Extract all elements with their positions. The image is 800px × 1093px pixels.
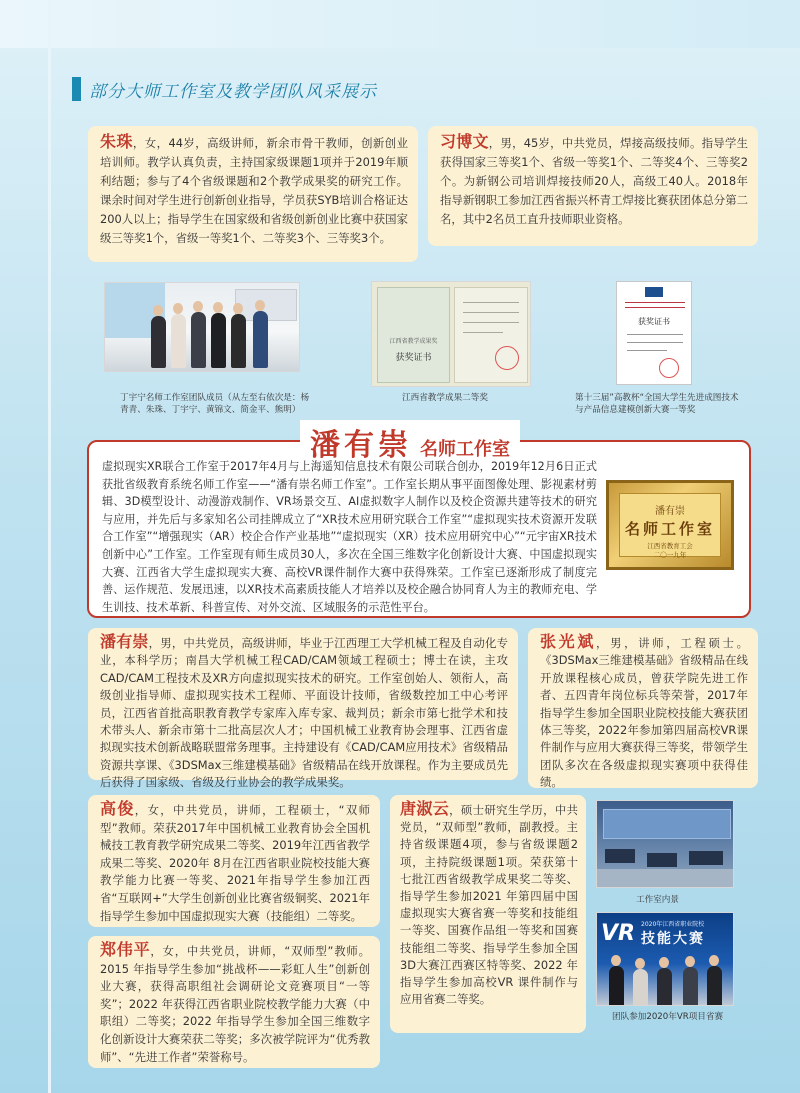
person-head [213,302,223,313]
bio-zhuzhu: ，女，44岁，高级讲师，新余市骨干教师，创新创业培训师。教学认真负责，主持国家级课题1项并于2019年顺利结题；参与了4个省级课题和2个教学成果奖的研究工作。课余时间对学生进行创新创业指导，学员获SYB培训合格证达200人以上；指导学生在国家级和省级创新创业比赛中获国家级三等奖1个，省级一等奖1个、二等奖3个、三等奖3个。 [100,136,408,245]
vr-competition-photo [596,912,734,1006]
plaque-line3: 江西省教育工会 二〇一九年 [647,542,693,559]
certificate-line [627,334,683,335]
person-head [685,956,695,967]
vr-competition-caption: 团队参加2020年VR项目省赛 [612,1012,724,1022]
studio-title-suffix: 名师工作室 [420,439,510,460]
name-zhuzhu: 朱珠 [100,132,133,151]
card-zhuzhu [88,126,418,262]
certificate-org: 江西省教学成果奖 [389,338,438,345]
person-figure [633,969,648,1006]
card-zhangguangbin [528,628,758,788]
section-header [72,76,377,102]
plaque-line2: 名师工作室 [624,520,715,538]
studio-interior-caption: 工作室内景 [636,895,679,905]
certificate-logo [645,287,663,297]
bio-gaojun: ，女，中共党员，讲师，工程硕士，“双师型”教师。荣获2017年中国机械工业教育协会全国机械技工教育教学研究成果二等奖、2019年江西省教学成果二等奖、2020年 8月在江西省职业院校技能大赛教学能力比赛一等奖、2021年指导学生参加江西省“互联网+”大学生创新创业比赛省级铜奖、2021年指导学生参加中国虚拟现实大赛（技能组）二等奖。 [100,803,370,923]
certificate-teaching-award [371,281,531,387]
photo-desk [605,849,635,863]
certificate-heading: 获奖证书 [395,353,432,363]
vr-banner-big: 技能大赛 [641,931,705,947]
name-gaojun: 高俊 [100,799,135,818]
certificate-seal [659,358,679,378]
certificate-competition [616,281,692,385]
person-head [709,955,719,966]
plaque-inner [619,493,721,557]
card-tangshuyun [390,795,586,1033]
person-head [659,957,669,968]
certificate-line [463,322,519,323]
photo-desk [689,851,723,865]
certificate-line [627,350,667,351]
person-figure [657,968,672,1006]
certificate-line [463,332,503,333]
person-figure [151,316,166,368]
person-head [611,955,621,966]
person-head [255,300,265,311]
section-marker [72,77,81,101]
person-figure [171,314,186,368]
certificate-line [625,302,685,303]
certificate-line [625,307,685,308]
person-figure [191,312,206,368]
card-gaojun [88,795,380,927]
certificate-line [463,302,519,303]
card-panyouchong [88,628,518,790]
name-zhengweiping: 郑伟平 [100,940,151,959]
studio-description: 虚拟现实XR联合工作室于2017年4月与上海遥知信息技术有限公司联合创办，2019年12月6日正式获批省级教育系统名师工作室——“潘有崇名师工作室”。工作室长期从事平面图像处理、影视素材剪辑、3D模型设计、动漫游戏制作、VR场景交互、AI虚拟数字人制作以及校企资源共建等技术的研究与应用，并先后与多家知名公司挂牌成立了“XR技术应用研究联合工作室”“虚拟现实技术资源开发联合工作室”“增强现实（AR）校企合作产业基地”“虚拟现实（XR）技术应用研究中心”“元宇宙XR技术创新中心”工作室。工作室现有师生成员30人，多次在全国三维数字化创新设计大赛、中国虚拟现实大赛、江西省大学生虚拟现实大赛、高校VR课件制作大赛中获得殊荣。工作室已逐渐形成了制度完善、运作规范、发展迅速，以XR技术高素质技能人才培养以及校企融合协同育人为主的教师充电、学生训技、技术革新、科普宣传、对外交流、区域服务的示范性平台。 [102,460,597,614]
bio-panyouchong: ，男，中共党员，高级讲师，毕业于江西理工大学机械工程及自动化专业，本科学历；南昌大学机械工程CAD/CAM领域工程硕士；博士在读，主攻CAD/CAM工程技术及XR方向虚拟现实技术的研究。工作室创始人、领衔人，高级创业指导师、虚拟现实技术工程师、平面设计技师，省级数控加工中心考评员，江西省首批高职教育教学专家库入库专家、裁判员；新余市第七批学术和技术带头人、新余市第十二批高层次人才；中国机械工业教育协会理事、江西省虚拟现实技术创新战略联盟常务理事。主持建设有《CAD/CAM应用技术》省级精品资源共享课、《3DSMax三维建模基础》省级精品在线开放课程。作为主要成员先后获得了国家级、省级及行业协会的教学成果奖。 [100,636,508,790]
certificate-left-page [377,287,450,383]
vr-logo: VR [601,921,635,946]
bio-xibowen: ，男，45岁，中共党员，焊接高级技师。指导学生获得国家三等奖1个、省级一等奖1个、二等奖4个、三等奖2个。为新钢公司培训焊接技师20人，高级工40人。2018年指导新钢职工参加江西省振兴杯青工焊接比赛获团体总分第二名，其中2名员工直升技师职业资格。 [440,136,748,226]
person-figure [683,967,698,1006]
team-photo-caption: 丁宇宁名师工作室团队成员（从左至右依次是：杨青青、朱珠、丁宇宁、黄锦文、简金平、熊明） [120,393,310,415]
bio-zhengweiping: ，女，中共党员，讲师，“双师型”教师。2015 年指导学生参加“挑战杯——彩虹人生”创新创业大赛，获得高职组社会调研论文竞赛项目“一等奖”；2022 年获得江西省职业院校教学能力大赛（中职组）二等奖；2022 年指导学生参加全国三维数字化创新设计大赛荣获二等奖；多次被学院评为“优秀教师”、“先进工作者”荣誉称号。 [100,944,370,1064]
person-head [233,303,243,314]
person-figure [231,314,246,368]
photo-desk [647,853,677,867]
studio-title-name: 潘有崇 [310,428,412,463]
person-head [193,301,203,312]
person-figure [707,966,722,1006]
team-photo [104,282,300,372]
certificate-line [627,342,683,343]
plaque-line1: 潘有崇 [655,506,685,517]
name-tangshuyun: 唐淑云 [400,799,450,818]
card-xibowen [428,126,758,246]
person-head [635,958,645,969]
studio-title [300,420,520,463]
photo-floor [597,869,734,888]
vr-banner-small: 2020年江西省职业院校 [641,921,705,928]
left-rule [48,0,51,1093]
certificate-heading: 获奖证书 [638,317,670,326]
name-zhangguangbin: 张光斌 [540,632,597,651]
certificate-seal [495,346,519,370]
certificate-line [463,312,519,313]
bio-tangshuyun: ，硕士研究生学历，中共党员，“双师型”教师，副教授。主持省级课题4项，参与省级课题2项，主持院级课题1项。荣获第十七批江西省级教学成果奖二等奖、指导学生参加2021 年第四届中国虚拟现实大赛省赛一等奖和技能组一等奖、国赛作品组一等奖和国赛技能组二等奖、指导学生参加全国3D大赛江西赛区特等奖、2022 年指导学生参加高校VR 课件制作与应用省赛二等奖。 [400,803,578,1007]
studio-interior-photo [596,800,734,888]
person-figure [609,966,624,1006]
top-band [0,0,800,48]
person-head [153,305,163,316]
person-figure [211,313,226,368]
person-head [173,303,183,314]
certificate-teaching-award-caption: 江西省教学成果二等奖 [402,393,488,403]
photo-screen [603,809,731,839]
card-zhengweiping [88,936,380,1068]
certificate-right-page [454,287,528,383]
section-title: 部分大师工作室及教学团队风采展示 [89,81,377,102]
studio-plaque [606,480,734,570]
name-panyouchong: 潘有崇 [100,632,149,651]
person-figure [253,311,268,368]
certificate-competition-caption: 第十三届”高教杯“全国大学生先进成图技术与产品信息建模创新大赛一等奖 [575,393,739,415]
bio-zhangguangbin: ，男，讲师，工程硕士。《3DSMax三维建模基础》省级精品在线开放课程核心成员，曾获学院先进工作者、五四青年岗位标兵等荣誉，2017年指导学生参加全国职业院校技能大赛获团体三等奖，2022年参加第四届高校VR课件制作与应用大赛获得三等奖，带领学生团队多次在各级虚拟现实赛项中获得佳绩。 [540,636,748,790]
name-xibowen: 习博文 [440,132,489,151]
